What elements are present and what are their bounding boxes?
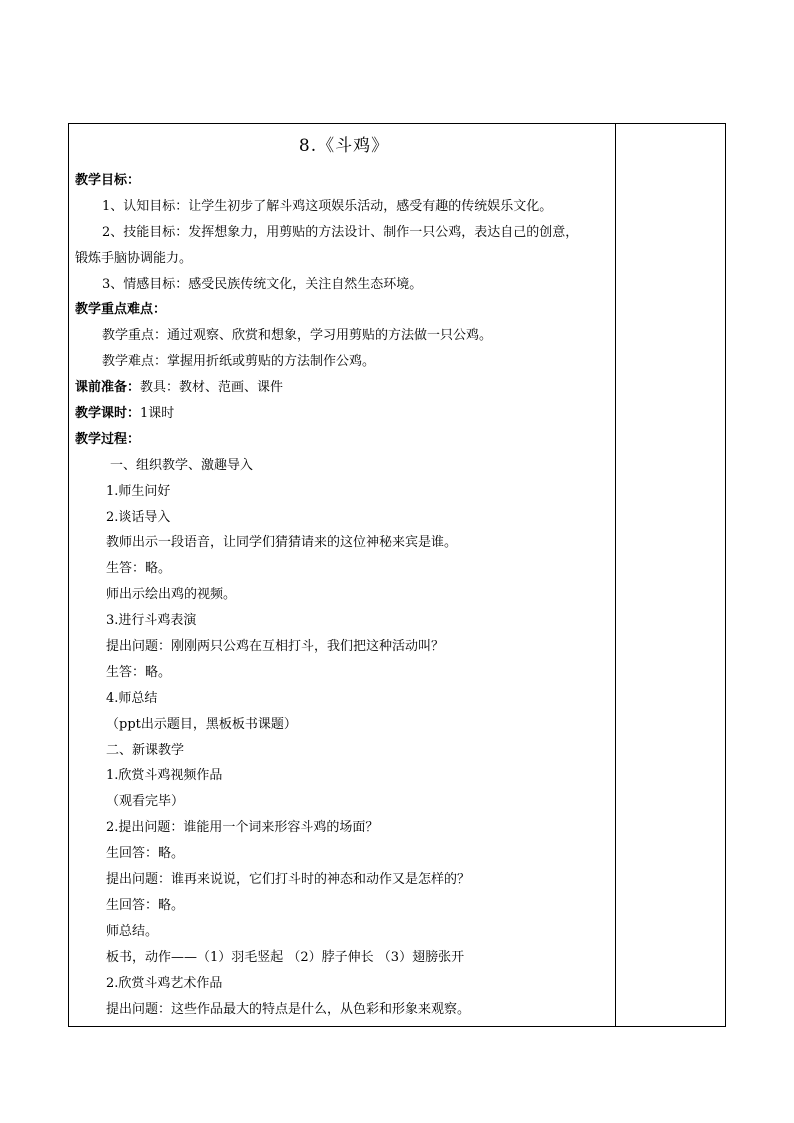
hours-value: 1课时 [140, 406, 175, 422]
process-section-title: 二、新课教学 [106, 742, 185, 758]
objective-item-continuation: 锻炼手脑协调能力。 [75, 250, 193, 266]
process-line: 生回答：略。 [106, 846, 185, 862]
process-line: 提出问题：刚刚两只公鸡在互相打斗，我们把这种活动叫？ [106, 639, 445, 655]
process-line: 2.提出问题：谁能用一个词来形容斗鸡的场面？ [106, 820, 379, 836]
process-line: 生答：略。 [106, 561, 172, 577]
objective-item: 3、情感目标：感受民族传统文化，关注自然生态环境。 [102, 276, 423, 292]
objectives-heading: 教学目标： [75, 173, 141, 188]
lesson-plan-table [68, 123, 726, 1027]
process-line: 2.谈话导入 [106, 509, 171, 525]
lesson-content [75, 124, 613, 1022]
process-line: 4.师总结 [106, 690, 158, 706]
notes-column-divider [615, 124, 616, 1026]
process-line: 板书，动作——（1）羽毛竖起 （2）脖子伸长 （3）翅膀张开 [106, 949, 465, 965]
process-heading: 教学过程： [75, 431, 141, 447]
preparation-label: 课前准备： [75, 380, 141, 396]
process-line: 师出示绘出鸡的视频。 [106, 587, 237, 603]
preparation-line [75, 375, 613, 401]
process-line: 提出问题：这些作品最大的特点是什么，从色彩和形象来观察。 [106, 1001, 471, 1017]
hours-line [75, 401, 613, 427]
key-point-item: 教学重点：通过观察、欣赏和想象，学习用剪贴的方法做一只公鸡。 [102, 328, 493, 344]
process-line: 师总结。 [106, 923, 159, 939]
process-line: （观看完毕） [106, 794, 185, 810]
process-line: 3.进行斗鸡表演 [106, 613, 197, 629]
key-points-heading: 教学重点难点： [75, 302, 167, 318]
preparation-value: 教具：教材、范画、课件 [140, 380, 284, 396]
process-line: 1.师生问好 [106, 483, 171, 499]
hours-label: 教学课时： [75, 406, 141, 422]
objective-item: 2、技能目标：发挥想象力，用剪贴的方法设计、制作一只公鸡，表达自己的创意， [102, 224, 579, 240]
process-line: 生答：略。 [106, 664, 172, 680]
process-line: 教师出示一段语音，让同学们猜猜请来的这位神秘来宾是谁。 [106, 535, 458, 551]
key-point-item: 教学难点：掌握用折纸或剪贴的方法制作公鸡。 [102, 354, 376, 370]
process-line: （ppt出示题目，黑板板书课题） [106, 716, 297, 732]
objective-item: 1、认知目标：让学生初步了解斗鸡这项娱乐活动，感受有趣的传统娱乐文化。 [102, 198, 553, 214]
process-line: 2.欣赏斗鸡艺术作品 [106, 975, 223, 991]
process-line: 提出问题：谁再来说说，它们打斗时的神态和动作又是怎样的？ [106, 872, 471, 888]
process-line: 生回答：略。 [106, 897, 185, 913]
lesson-title: 8.《斗鸡》 [298, 136, 390, 156]
process-section-title: 一、组织教学、激趣导入 [110, 457, 254, 473]
process-line: 1.欣赏斗鸡视频作品 [106, 768, 223, 784]
